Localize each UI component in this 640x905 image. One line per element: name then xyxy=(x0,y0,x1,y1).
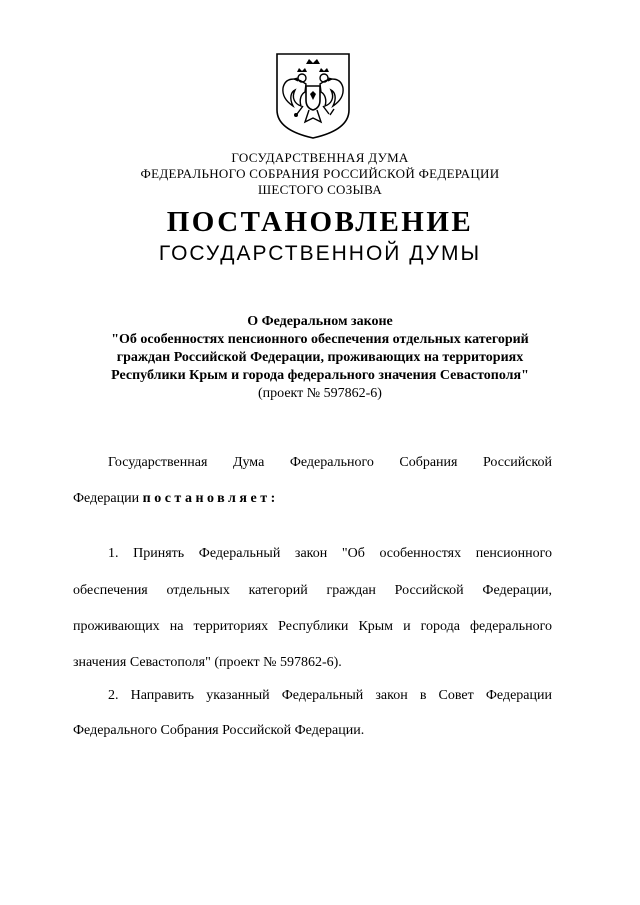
preamble-resolves-word: постановляет: xyxy=(142,491,279,506)
item-1-line-3: проживающих на территориях Республики Крым и города федерального xyxy=(73,619,552,634)
subject-line-3: граждан Российской Федерации, проживающих на территориях xyxy=(116,350,524,365)
item-1-line-4: значения Севастополя" (проект № 597862-6). xyxy=(73,655,342,670)
coat-of-arms-icon xyxy=(273,52,353,140)
preamble-line-1: Государственная Дума Федерального Собрания Российской xyxy=(108,455,552,470)
subject-line-2: "Об особенностях пенсионного обеспечения отдельных категорий xyxy=(111,332,529,347)
item-2-line-2: Федерального Собрания Российской Федерации. xyxy=(73,723,365,738)
document-title: ПОСТАНОВЛЕНИЕ xyxy=(166,206,474,238)
document-subtitle: ГОСУДАРСТВЕННОЙ ДУМЫ xyxy=(158,242,482,265)
preamble-federation-word: Федерации xyxy=(73,491,143,506)
subject-line-1: О Федеральном законе xyxy=(247,314,393,329)
header-line-3: ШЕСТОГО СОЗЫВА xyxy=(257,182,383,197)
subject-project-number: (проект № 597862-6) xyxy=(258,386,382,401)
item-1-line-1: 1. Принять Федеральный закон "Об особенностях пенсионного xyxy=(108,546,552,561)
header-line-1: ГОСУДАРСТВЕННАЯ ДУМА xyxy=(231,150,409,165)
item-2-line-1: 2. Направить указанный Федеральный закон в Совет Федерации xyxy=(108,688,552,703)
item-1-line-2: обеспечения отдельных категорий граждан Российской Федерации, xyxy=(73,583,552,598)
preamble-line-2 xyxy=(73,490,279,508)
header-line-2: ФЕДЕРАЛЬНОГО СОБРАНИЯ РОССИЙСКОЙ ФЕДЕРАЦИИ xyxy=(140,166,500,181)
subject-line-4: Республики Крым и города федерального значения Севастополя" xyxy=(111,368,529,383)
